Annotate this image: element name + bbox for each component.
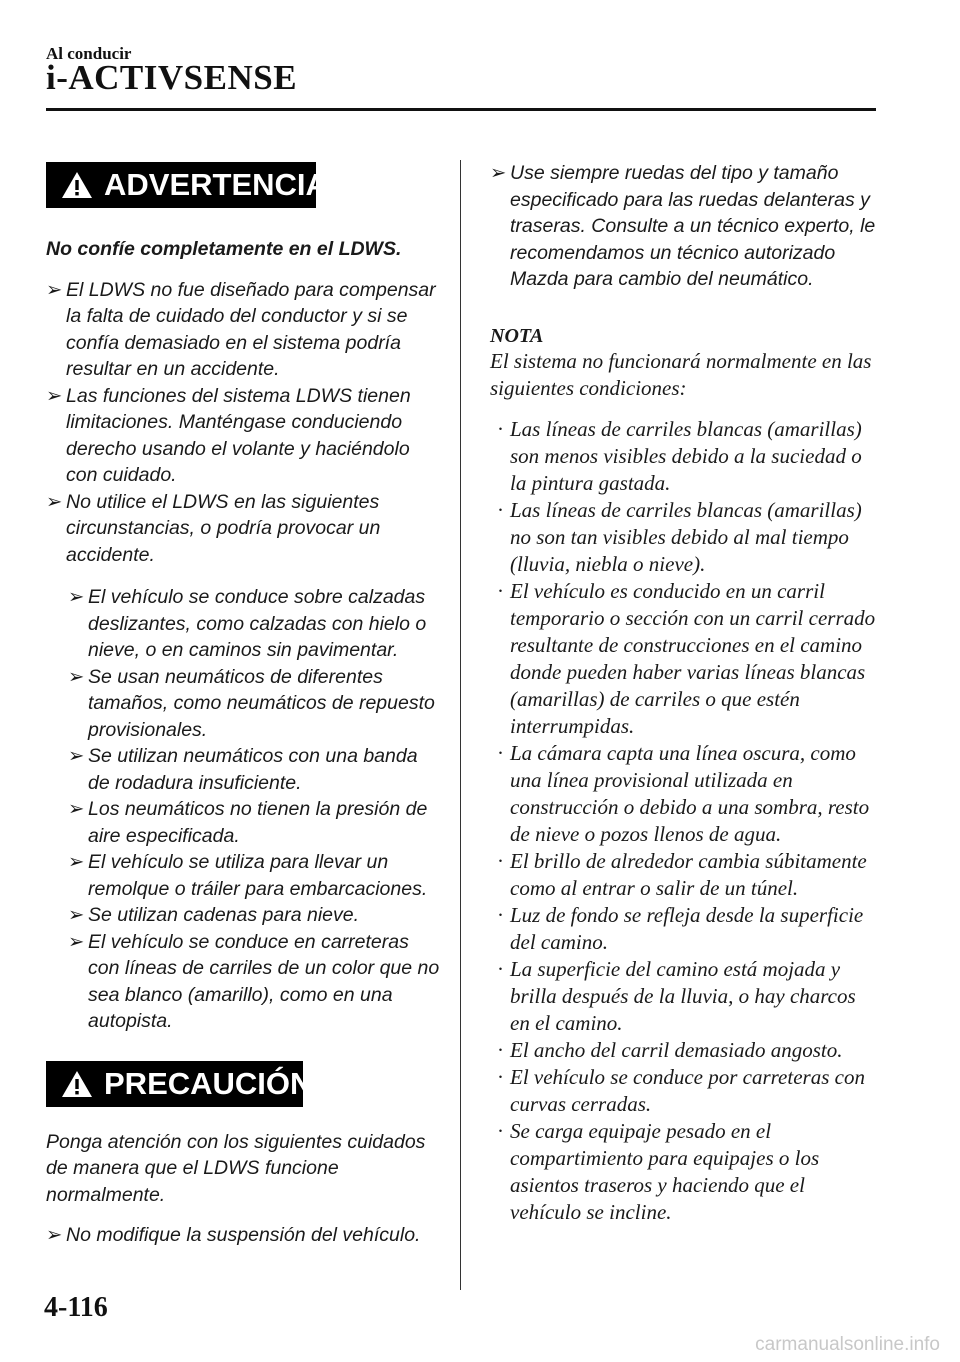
- bullet-item: [497, 848, 880, 902]
- arrow-bullet-icon: ➢: [68, 930, 85, 953]
- item-text: El ancho del carril demasiado angosto.: [510, 1037, 843, 1062]
- arrow-list-item: [68, 664, 442, 744]
- bullet-item: [497, 956, 880, 1037]
- bullet-icon: ·: [497, 1037, 504, 1062]
- bullet-icon: ·: [497, 1118, 504, 1143]
- item-text: Se usan neumáticos de diferentes tamaños, como neumáticos de repuesto provisionales.: [88, 665, 435, 741]
- item-text: El LDWS no fue diseñado para compensar la falta de cuidado del conductor y si se confía demasiado en el sistema podría resultar en un accidente.: [66, 278, 436, 380]
- bullet-icon: ·: [497, 848, 504, 873]
- item-text: Las líneas de carriles blancas (amarillas) son menos visibles debido a la suciedad o la pintura gastada.: [510, 416, 862, 495]
- arrow-list-item: [68, 743, 442, 796]
- caution-lead: Ponga atención con los siguientes cuidados de manera que el LDWS funcione normalmente.: [46, 1130, 426, 1206]
- arrow-list-item: [46, 1222, 442, 1249]
- arrow-list-item: [68, 849, 442, 902]
- section-label: Al conducir: [46, 44, 132, 63]
- item-text: La cámara capta una línea oscura, como una línea provisional utilizada en construcción o debido a una sombra, resto de nieve o pozos llenos de agua.: [510, 740, 870, 846]
- item-text: Las líneas de carriles blancas (amarillas) no son tan visibles debido al mal tiempo (lluvia, niebla o nieve).: [510, 497, 862, 576]
- bullet-item: [497, 1064, 880, 1118]
- arrow-list-item: [68, 796, 442, 849]
- item-text: Los neumáticos no tienen la presión de aire especificada.: [88, 798, 428, 847]
- arrow-bullet-icon: ➢: [46, 384, 63, 407]
- bullet-icon: ·: [497, 578, 504, 603]
- bullet-item: [497, 497, 880, 578]
- nota-label: NOTA: [490, 324, 544, 347]
- caution-list: [46, 1222, 442, 1249]
- column-divider: [460, 160, 461, 1290]
- bullet-icon: ·: [497, 497, 504, 522]
- caution-list-continued: [490, 160, 880, 293]
- page-number: 4-116: [44, 1292, 108, 1323]
- warning-label: ADVERTENCIA: [104, 167, 328, 202]
- caution-banner: [46, 1061, 313, 1107]
- arrow-list-item: [68, 902, 442, 929]
- item-text: No modifique la suspensión del vehículo.: [66, 1224, 421, 1246]
- warning-lead: No confíe completamente en el LDWS.: [46, 238, 402, 260]
- item-text: El vehículo se conduce en carreteras con líneas de carriles de un color que no sea blanco (amarillo), como en una autopista.: [88, 930, 440, 1032]
- arrow-list-item: [46, 277, 442, 383]
- arrow-list-item: [68, 584, 442, 664]
- bullet-icon: ·: [497, 1064, 504, 1089]
- bullet-icon: ·: [497, 740, 504, 765]
- item-text: Las funciones del sistema LDWS tienen limitaciones. Manténgase conduciendo derecho usando el volante y haciéndolo con cuidado.: [66, 384, 411, 486]
- bullet-icon: ·: [497, 902, 504, 927]
- bullet-item: [497, 1118, 880, 1226]
- watermark: carmanualsonline.info: [755, 1334, 940, 1355]
- caution-label: PRECAUCIÓN: [104, 1065, 313, 1101]
- warning-banner: [46, 162, 328, 208]
- arrow-bullet-icon: ➢: [68, 586, 85, 608]
- nota-list: [490, 416, 880, 1226]
- bullet-item: [497, 902, 880, 956]
- bullet-item: [497, 1037, 880, 1064]
- item-text: El vehículo es conducido en un carril temporario o sección con un carril cerrado resultante de construcciones en el camino donde pueden haber varias líneas blancas (amarillas) de carriles o que estén interrumpidas.: [510, 578, 876, 738]
- nota-intro: El sistema no funcionará normalmente en las siguientes condiciones:: [490, 348, 872, 400]
- arrow-bullet-icon: ➢: [68, 904, 85, 926]
- item-text: El vehículo se utiliza para llevar un remolque o tráiler para embarcaciones.: [88, 851, 428, 900]
- item-text: El vehículo se conduce sobre calzadas deslizantes, como calzadas con hielo o nieve, o en caminos sin pavimentar.: [88, 586, 427, 661]
- bullet-item: [497, 740, 880, 848]
- arrow-bullet-icon: ➢: [490, 162, 507, 184]
- arrow-list-item: [68, 929, 442, 1035]
- item-text: El vehículo se conduce por carreteras con curvas cerradas.: [510, 1064, 865, 1116]
- arrow-bullet-icon: ➢: [46, 490, 63, 513]
- left-column: [46, 162, 442, 1249]
- item-text: Se utilizan cadenas para nieve.: [88, 904, 360, 926]
- item-text: Luz de fondo se refleja desde la superficie del camino.: [510, 902, 864, 954]
- warning-icon: [60, 170, 94, 200]
- arrow-bullet-icon: ➢: [68, 745, 85, 767]
- warning-sublist: [46, 584, 442, 1035]
- header-divider: [46, 108, 876, 111]
- bullet-item: [497, 578, 880, 740]
- arrow-bullet-icon: ➢: [68, 851, 85, 873]
- arrow-list-item: [46, 383, 442, 489]
- item-text: La superficie del camino está mojada y brilla después de la lluvia, o hay charcos en el camino.: [510, 956, 856, 1035]
- bullet-icon: ·: [497, 956, 504, 981]
- warning-list: [46, 277, 442, 569]
- arrow-bullet-icon: ➢: [46, 1224, 63, 1246]
- item-text: El brillo de alrededor cambia súbitamente como al entrar o salir de un túnel.: [510, 848, 867, 900]
- right-column: [490, 160, 880, 1226]
- page-title: i-ACTIVSENSE: [46, 58, 298, 97]
- item-text: Se carga equipaje pesado en el compartimiento para equipajes o los asientos traseros y haciendo que el vehículo se incline.: [510, 1118, 820, 1224]
- item-text: Use siempre ruedas del tipo y tamaño especificado para las ruedas delanteras y traseras. Consulte a un técnico experto, le recomendamos un técnico autorizado Mazda para cambio del neumático.: [510, 162, 876, 290]
- arrow-bullet-icon: ➢: [68, 798, 85, 820]
- arrow-list-item: [46, 489, 442, 569]
- item-text: No utilice el LDWS en las siguientes circunstancias, o podría provocar un accidente.: [66, 490, 381, 566]
- item-text: Se utilizan neumáticos con una banda de rodadura insuficiente.: [88, 745, 418, 794]
- warning-icon: [60, 1069, 94, 1099]
- arrow-list-item: [490, 160, 880, 293]
- bullet-item: [497, 416, 880, 497]
- arrow-bullet-icon: ➢: [68, 665, 85, 688]
- arrow-bullet-icon: ➢: [46, 278, 63, 301]
- bullet-icon: ·: [497, 416, 504, 441]
